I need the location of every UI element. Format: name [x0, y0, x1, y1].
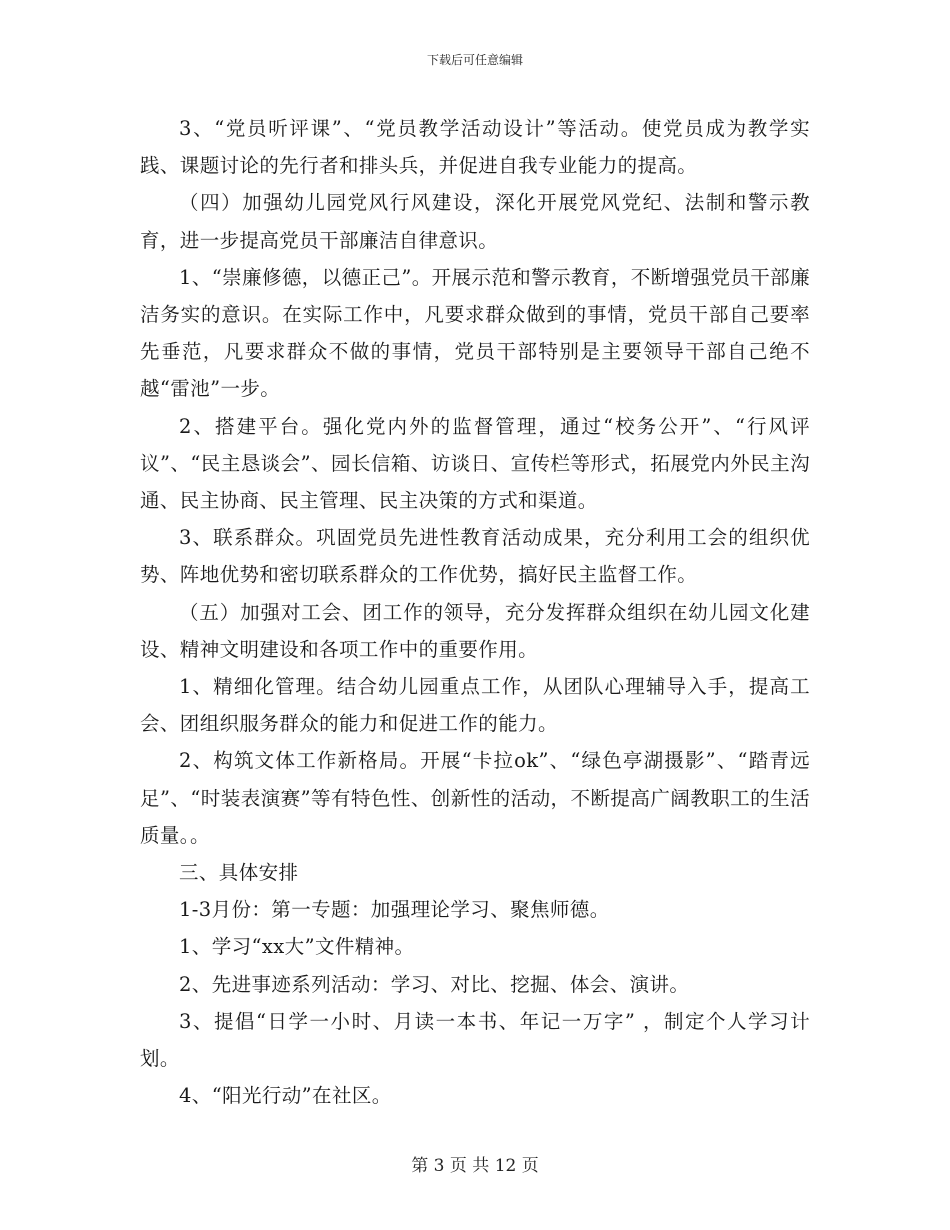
paragraph-1: 3、“党员听评课”、“党员教学活动设计”等活动。使党员成为教学实践、课题讨论的先行者和排头兵，并促进自我专业能力的提高。: [140, 117, 810, 178]
section-heading: 三、具体安排: [179, 861, 299, 885]
paragraph-10: 1-3月份：第一专题：加强理论学习、聚焦师德。: [179, 898, 610, 922]
page-number: 第 3 页 共 12 页: [411, 1156, 539, 1176]
paragraph-3: 1、“崇廉修德，以德正己”。开展示范和警示教育，不断增强党员干部廉洁务实的意识。在实际工作中，凡要求群众做到的事情，党员干部自己要率先垂范，凡要求群众不做的事情，党员干部特别是主要领导干部自己绝不越“雷池”一步。: [140, 265, 810, 401]
paragraph-14: 4、“阳光行动”在社区。: [179, 1084, 392, 1108]
document-body: [140, 110, 810, 1114]
paragraph-12: 2、先进事迹系列活动：学习、对比、挖掘、体会、演讲。: [179, 972, 690, 996]
paragraph-7: 1、精细化管理。结合幼儿园重点工作，从团队心理辅导入手，提高工会、团组织服务群众的能力和促进工作的能力。: [140, 675, 810, 736]
paragraph-2: （四）加强幼儿园党风行风建设，深化开展党风党纪、法制和警示教育，进一步提高党员干部廉洁自律意识。: [140, 191, 810, 252]
paragraph-11: 1、学习“xx大”文件精神。: [179, 935, 415, 959]
paragraph-13: 3、提倡“日学一小时、月读一本书、年记一万字” ，制定个人学习计划。: [140, 1009, 810, 1071]
paragraph-6: （五）加强对工会、团工作的领导，充分发挥群众组织在幼儿园文化建设、精神文明建设和各项工作中的重要作用。: [140, 600, 810, 661]
header-text: 下载后可任意编辑: [426, 53, 523, 67]
page-footer: [0, 1156, 950, 1176]
paragraph-8: 2、构筑文体工作新格局。开展“卡拉ok”、“绿色亭湖摄影”、“踏青远足”、“时装表演赛”等有特色性、创新性的活动，不断提高广阔教职工的生活质量。。: [140, 749, 810, 847]
page-header: [0, 52, 950, 68]
paragraph-4: 2、搭建平台。强化党内外的监督管理，通过“校务公开”、“行风评议”、“民主恳谈会”、园长信箱、访谈日、宣传栏等形式，拓展党内外民主沟通、民主协商、民主管理、民主决策的方式和渠道。: [140, 414, 810, 513]
paragraph-5: 3、联系群众。巩固党员先进性教育活动成果，充分利用工会的组织优势、阵地优势和密切联系群众的工作优势，搞好民主监督工作。: [140, 526, 810, 587]
